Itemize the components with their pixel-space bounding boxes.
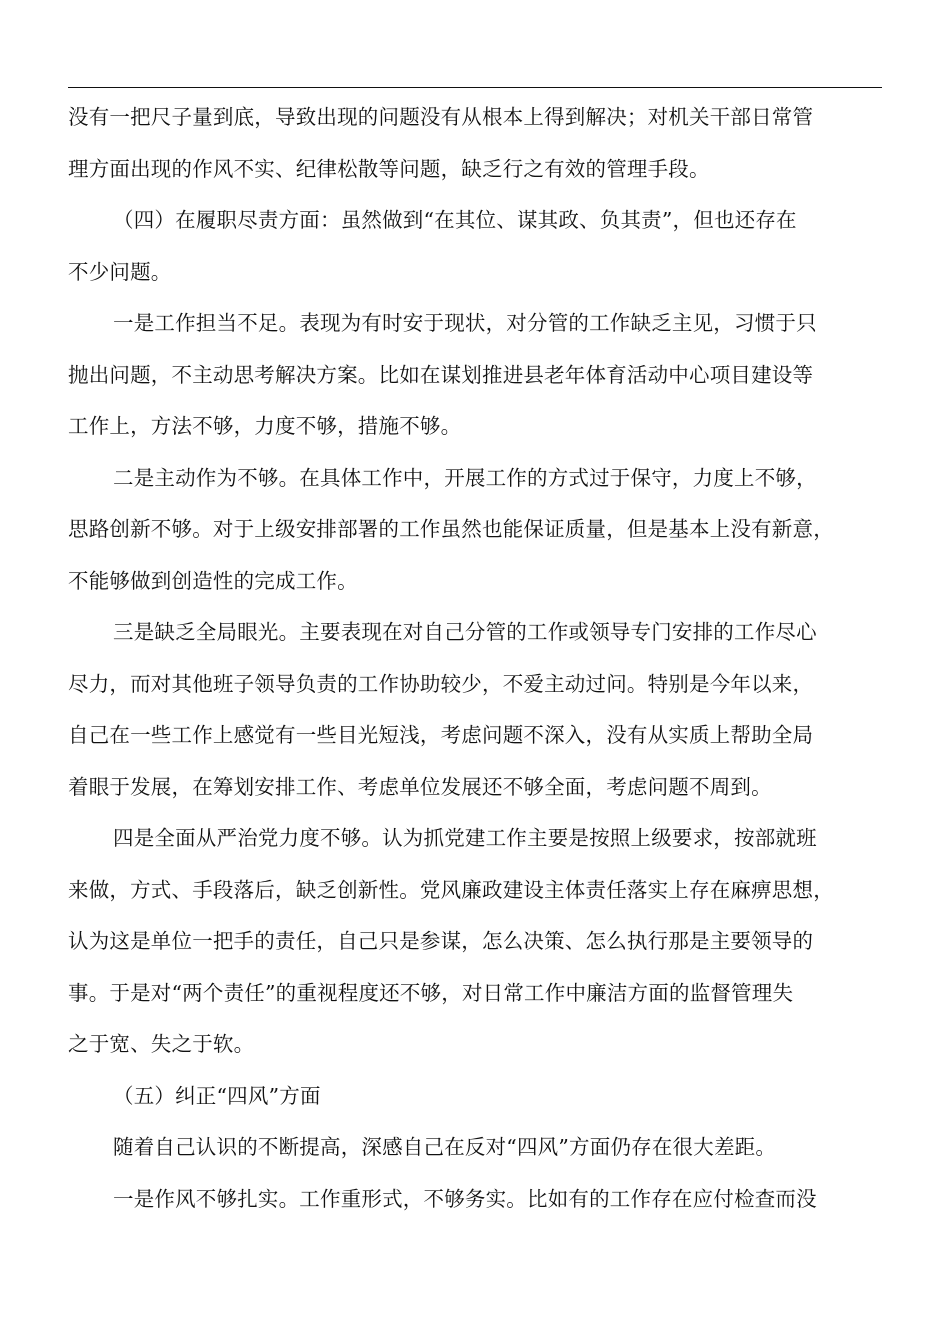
text-line: 认为这是单位一把手的责任，自己只是参谋，怎么决策、怎么执行那是主要领导的 [68,929,814,953]
text-line: 不少问题。 [68,259,172,284]
text-line: 之于宽、失之于软。 [68,1032,255,1056]
text-line: 一是作风不够扎实。工作重形式，不够务实。比如有的工作存在应付检查而没 [113,1186,817,1211]
text-line: （五）纠正“四风”方面 [113,1083,321,1108]
section-heading-five [68,1071,884,1123]
paragraph [68,298,884,453]
text-line: 理方面出现的作风不实、纪律松散等问题，缺乏行之有效的管理手段。 [68,156,710,181]
text-line: 没有一把尺子量到底，导致出现的问题没有从根本上得到解决；对机关干部日常管 [68,105,814,129]
text-line: 随着自己认识的不断提高，深感自己在反对“四风”方面仍存在很大差距。 [113,1135,777,1159]
paragraph [68,92,884,195]
text-line: 四是全面从严治党力度不够。认为抓党建工作主要是按照上级要求，按部就班 [113,826,817,850]
text-line: 自己在一些工作上感觉有一些目光短浅，考虑问题不深入，没有从实质上帮助全局 [68,723,814,747]
text-line: 思路创新不够。对于上级安排部署的工作虽然也能保证质量，但是基本上没有新意， [68,517,834,541]
paragraph [68,1122,884,1174]
text-line: 尽力，而对其他班子领导负责的工作协助较少，不爱主动过问。特别是今年以来， [68,671,814,696]
text-line: 来做，方式、手段落后，缺乏创新性。党风廉政建设主体责任落实上存在麻痹思想， [68,877,834,902]
section-heading-four [68,195,884,298]
text-line: 事。于是对“两个责任”的重视程度还不够，对日常工作中廉洁方面的监督管理失 [68,980,794,1005]
text-line: 三是缺乏全局眼光。主要表现在对自己分管的工作或领导专门安排的工作尽心 [113,620,817,644]
paragraph [68,607,884,813]
text-line: 工作上，方法不够，力度不够，措施不够。 [68,414,462,438]
paragraph [68,453,884,608]
text-line: 抛出问题，不主动思考解决方案。比如在谋划推进县老年体育活动中心项目建设等 [68,362,814,387]
text-line: （四）在履职尽责方面：虽然做到“在其位、谋其政、负其责”，但也还存在 [113,208,797,232]
text-line: 着眼于发展，在筹划安排工作、考虑单位发展还不够全面，考虑问题不周到。 [68,774,772,799]
paragraph [68,1174,884,1226]
header-rule [68,87,882,88]
text-line: 二是主动作为不够。在具体工作中，开展工作的方式过于保守，力度上不够， [113,465,817,490]
document-body [68,92,884,1225]
text-line: 一是工作担当不足。表现为有时安于现状，对分管的工作缺乏主见，习惯于只 [113,311,817,335]
paragraph [68,813,884,1071]
text-line: 不能够做到创造性的完成工作。 [68,568,358,593]
